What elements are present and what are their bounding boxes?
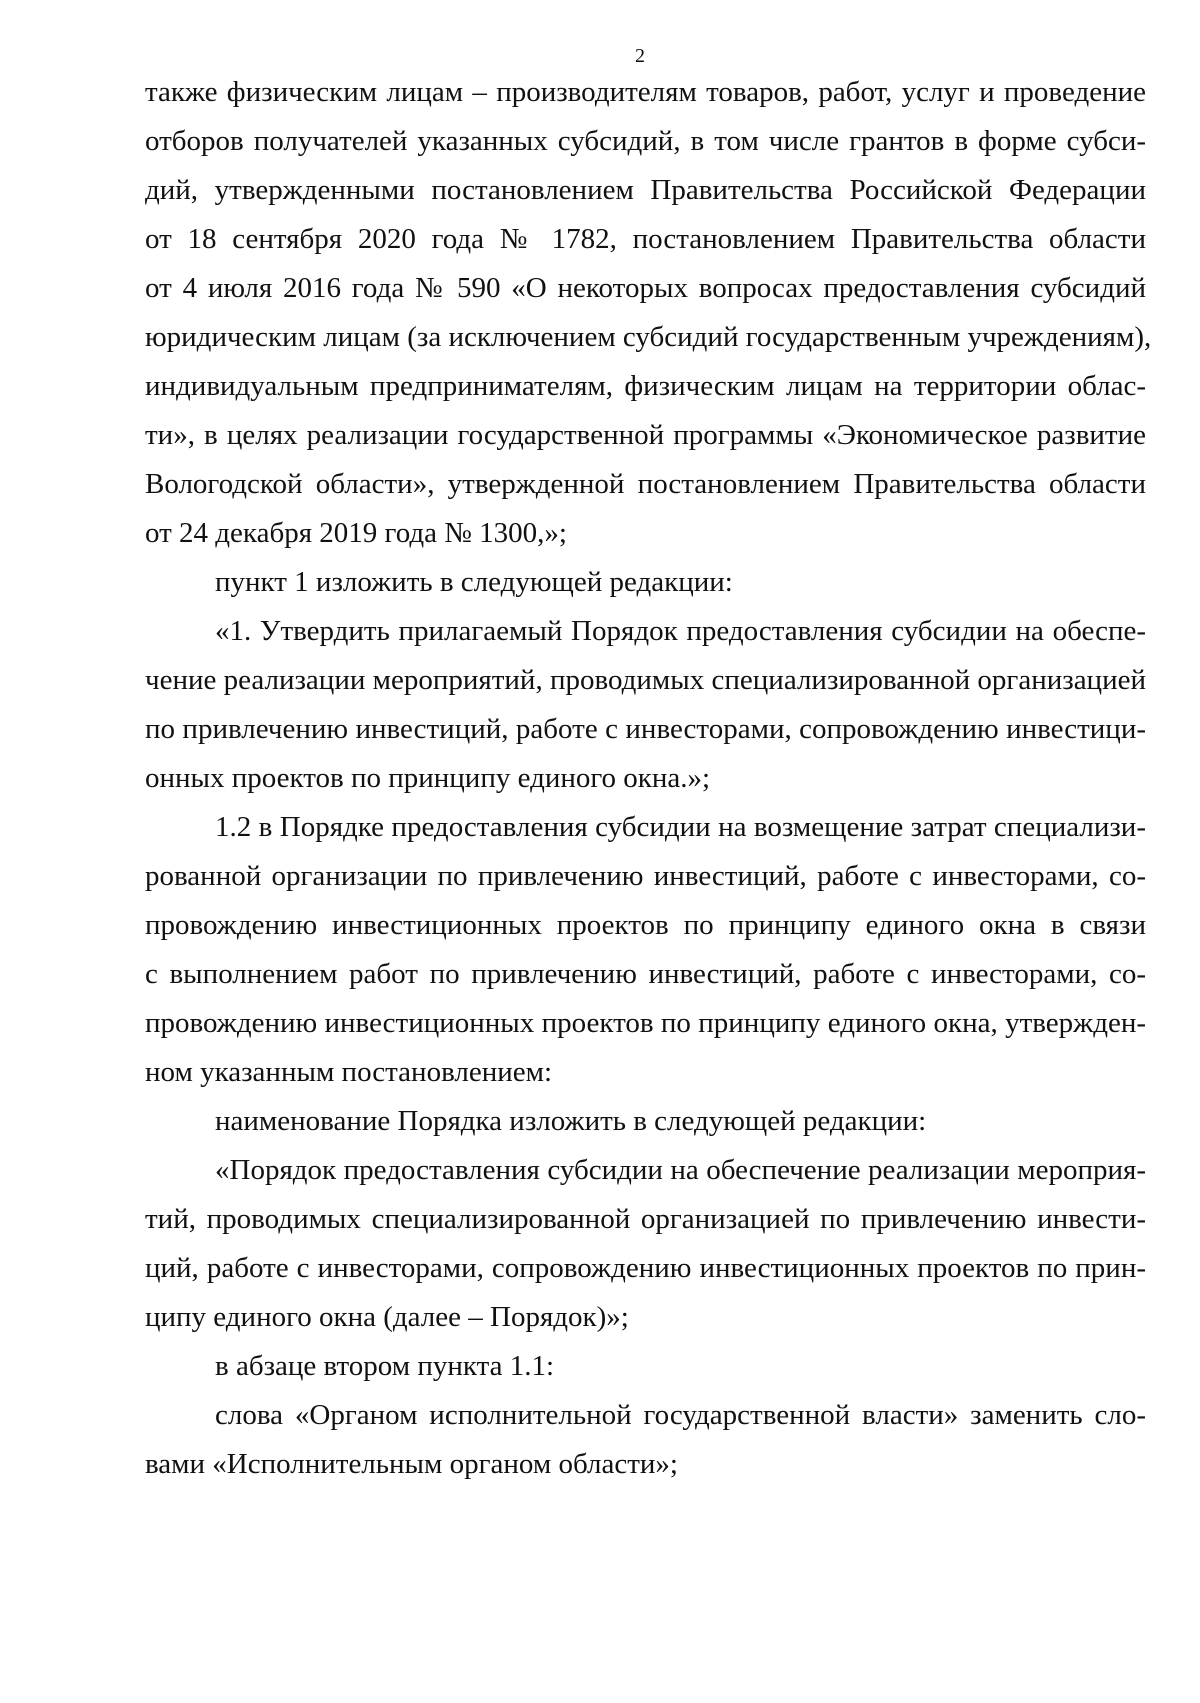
text-line: индивидуальным предпринимателям, физическим лицам на территории облас- xyxy=(145,370,1146,402)
text-line: наименование Порядка изложить в следующей редакции: xyxy=(215,1105,927,1137)
text-line: по привлечению инвестиций, работе с инвесторами, сопровождению инвестици- xyxy=(145,713,1146,745)
text-line: ном указанным постановлением: xyxy=(145,1056,553,1088)
text-line: 1.2 в Порядке предоставления субсидии на возмещение затрат специализи- xyxy=(215,811,1146,843)
text-line: ций, работе с инвесторами, сопровождению инвестиционных проектов по прин- xyxy=(145,1252,1146,1284)
paragraph xyxy=(145,607,1146,803)
text-line: в абзаце втором пункта 1.1: xyxy=(215,1350,555,1382)
document-body xyxy=(145,68,1152,1489)
text-line: ципу единого окна (далее – Порядок)»; xyxy=(145,1301,629,1333)
text-line: от 24 декабря 2019 года № 1300,»; xyxy=(145,517,567,549)
paragraph xyxy=(145,1342,1146,1391)
text-line: вами «Исполнительным органом области»; xyxy=(145,1448,678,1480)
text-line: с выполнением работ по привлечению инвестиций, работе с инвесторами, со- xyxy=(145,958,1146,990)
paragraph xyxy=(145,803,1146,1097)
text-line: провождению инвестиционных проектов по принципу единого окна в связи xyxy=(145,909,1146,941)
text-line: «1. Утвердить прилагаемый Порядок предоставления субсидии на обеспе- xyxy=(215,615,1146,647)
text-line: чение реализации мероприятий, проводимых специализированной организацией xyxy=(145,664,1146,696)
page-number: 2 xyxy=(635,45,645,67)
text-line: ти», в целях реализации государственной программы «Экономическое развитие xyxy=(145,419,1146,451)
paragraph xyxy=(145,1146,1146,1342)
text-line: пункт 1 изложить в следующей редакции: xyxy=(215,566,733,598)
text-line: тий, проводимых специализированной организацией по привлечению инвести- xyxy=(145,1203,1146,1235)
paragraph xyxy=(145,558,1146,607)
text-line: провождению инвестиционных проектов по принципу единого окна, утвержден- xyxy=(145,1007,1146,1039)
text-line: «Порядок предоставления субсидии на обеспечение реализации мероприя- xyxy=(215,1154,1146,1186)
text-line: слова «Органом исполнительной государственной власти» заменить сло- xyxy=(215,1399,1146,1431)
text-line: рованной организации по привлечению инвестиций, работе с инвесторами, со- xyxy=(145,860,1146,892)
text-line: также физическим лицам – производителям товаров, работ, услуг и проведение xyxy=(145,76,1146,108)
text-line: Вологодской области», утвержденной постановлением Правительства области xyxy=(145,468,1146,500)
text-line: отборов получателей указанных субсидий, в том числе грантов в форме субси- xyxy=(145,125,1146,157)
text-line: онных проектов по принципу единого окна.»; xyxy=(145,762,711,794)
text-line: от 4 июля 2016 года № 590 «О некоторых вопросах предоставления субсидий xyxy=(145,272,1146,304)
text-line: дий, утвержденными постановлением Правительства Российской Федерации xyxy=(145,174,1146,206)
text-line: от 18 сентября 2020 года № 1782, постановлением Правительства области xyxy=(145,223,1146,255)
paragraph xyxy=(145,1097,1146,1146)
paragraph xyxy=(145,68,1152,558)
text-line: юридическим лицам (за исключением субсидий государственным учреждениям), xyxy=(145,321,1152,353)
paragraph xyxy=(145,1391,1146,1489)
